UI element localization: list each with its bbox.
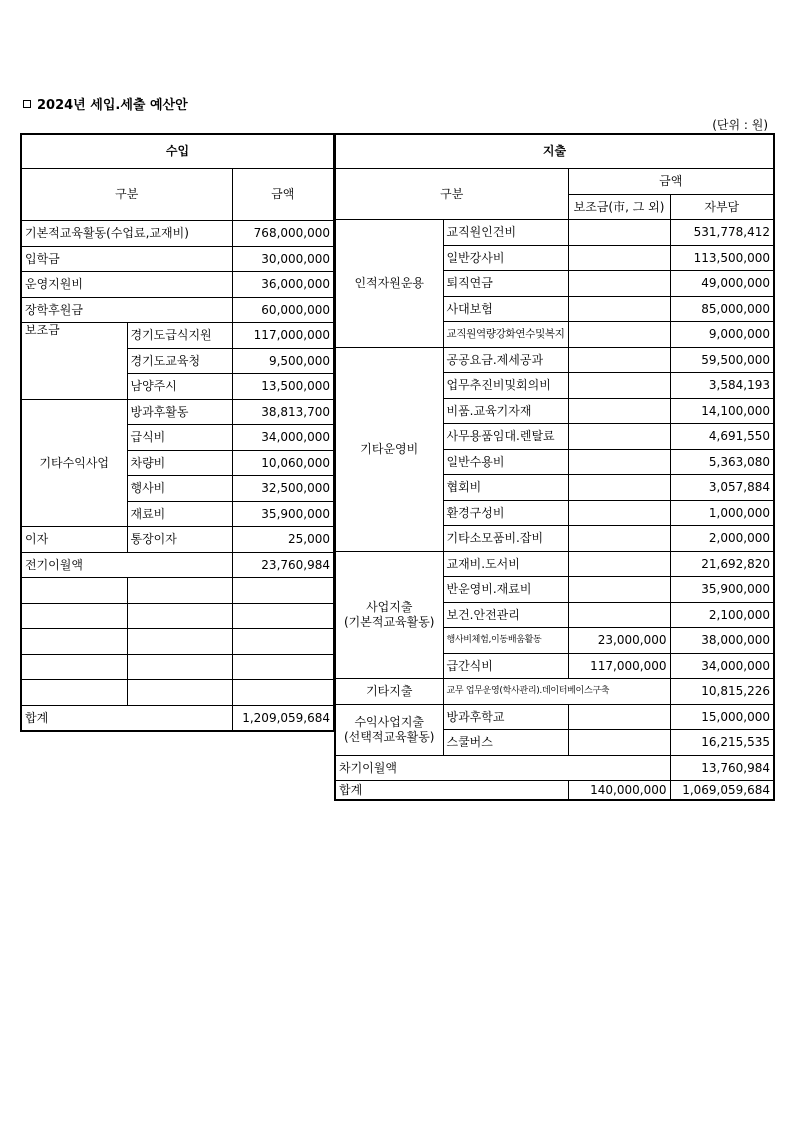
income-sub-label: 방과후활동 — [127, 399, 232, 425]
table-row — [21, 221, 334, 247]
expense-total-self: 1,069,059,684 — [670, 781, 774, 801]
income-amount: 13,500,000 — [232, 374, 334, 400]
expense-item-label: 교직원역량강화연수및복지 — [443, 322, 568, 348]
table-row — [21, 527, 334, 553]
expense-item-label: 일반수용비 — [443, 449, 568, 475]
income-amount: 32,500,000 — [232, 476, 334, 502]
empty-row — [21, 629, 334, 655]
expense-self: 3,057,884 — [670, 475, 774, 501]
expense-item-label: 반운영비.재료비 — [443, 577, 568, 603]
expense-self: 9,000,000 — [670, 322, 774, 348]
square-bullet-icon — [23, 100, 31, 108]
expense-col-category: 구분 — [335, 169, 568, 220]
expense-col-subsidy: 보조금(市, 그 외) — [568, 194, 670, 220]
expense-item-label: 퇴직연금 — [443, 271, 568, 297]
empty-row — [21, 680, 334, 706]
table-row — [335, 755, 774, 781]
expense-subsidy — [568, 424, 670, 450]
expense-item-label: 사대보험 — [443, 296, 568, 322]
expense-self: 21,692,820 — [670, 551, 774, 577]
expense-item-label: 협회비 — [443, 475, 568, 501]
income-sub-label: 재료비 — [127, 501, 232, 527]
income-group-label: 보조금 — [21, 323, 127, 400]
expense-total-label: 합계 — [335, 781, 568, 801]
income-group-label: 기타수익사업 — [21, 399, 127, 527]
expense-self: 14,100,000 — [670, 398, 774, 424]
income-total-amount: 1,209,059,684 — [232, 705, 334, 731]
expense-subsidy — [568, 271, 670, 297]
income-amount: 10,060,000 — [232, 450, 334, 476]
income-amount: 38,813,700 — [232, 399, 334, 425]
expense-self: 2,000,000 — [670, 526, 774, 552]
expense-item-label: 행사비체험,이동배움활동 — [443, 628, 568, 654]
income-amount: 117,000,000 — [232, 323, 334, 349]
expense-item-label: 일반강사비 — [443, 245, 568, 271]
total-row — [21, 705, 334, 731]
expense-item-label: 보건.안전관리 — [443, 602, 568, 628]
expense-subsidy — [568, 220, 670, 246]
expense-self: 4,691,550 — [670, 424, 774, 450]
unit-label: (단위 : 원) — [712, 118, 768, 132]
income-total-label: 합계 — [21, 705, 232, 731]
expense-self: 85,000,000 — [670, 296, 774, 322]
page-title-text: 2024년 세입.세출 예산안 — [37, 98, 188, 113]
expense-subsidy — [568, 551, 670, 577]
page-title — [23, 94, 188, 113]
table-row — [21, 552, 334, 578]
expense-group-label: 기타지출 — [335, 679, 443, 705]
expense-self: 35,900,000 — [670, 577, 774, 603]
income-col-category: 구분 — [21, 169, 232, 221]
income-table — [20, 133, 335, 732]
income-amount: 23,760,984 — [232, 552, 334, 578]
income-sub-label: 경기도교육청 — [127, 348, 232, 374]
income-sub-label: 통장이자 — [127, 527, 232, 553]
expense-header: 지출 — [335, 134, 774, 169]
expense-self: 15,000,000 — [670, 704, 774, 730]
expense-group-label — [335, 551, 443, 679]
expense-self: 38,000,000 — [670, 628, 774, 654]
expense-subsidy — [568, 398, 670, 424]
expense-self: 59,500,000 — [670, 347, 774, 373]
table-row — [335, 704, 774, 730]
expense-self: 34,000,000 — [670, 653, 774, 679]
income-sub-label: 행사비 — [127, 476, 232, 502]
income-label: 운영지원비 — [21, 272, 232, 298]
expense-subsidy — [568, 730, 670, 756]
expense-item-label: 기타소모품비.잡비 — [443, 526, 568, 552]
expense-self: 5,363,080 — [670, 449, 774, 475]
expense-group-label: 인적자원운용 — [335, 220, 443, 348]
income-label: 이자 — [21, 527, 127, 553]
expense-col-self: 자부담 — [670, 194, 774, 220]
expense-subsidy — [568, 500, 670, 526]
expense-subsidy: 23,000,000 — [568, 628, 670, 654]
expense-subsidy — [568, 449, 670, 475]
expense-subsidy — [568, 475, 670, 501]
income-sub-label: 급식비 — [127, 425, 232, 451]
expense-group-label-line1: 수익사업지출 — [354, 715, 425, 730]
expense-subsidy — [568, 347, 670, 373]
expense-table — [334, 133, 775, 801]
table-row — [21, 246, 334, 272]
income-amount: 9,500,000 — [232, 348, 334, 374]
income-amount: 768,000,000 — [232, 221, 334, 247]
table-row — [335, 347, 774, 373]
expense-subsidy — [568, 296, 670, 322]
table-row — [21, 272, 334, 298]
expense-item-label: 교무 업무운영(학사관리).데이터베이스구축 — [443, 679, 670, 705]
expense-subsidy — [568, 704, 670, 730]
expense-item-label: 교직원인건비 — [443, 220, 568, 246]
expense-item-label: 비품.교육기자재 — [443, 398, 568, 424]
income-label: 장학후원금 — [21, 297, 232, 323]
income-amount: 60,000,000 — [232, 297, 334, 323]
total-row — [335, 781, 774, 801]
income-amount: 30,000,000 — [232, 246, 334, 272]
expense-item-label: 공공요금.제세공과 — [443, 347, 568, 373]
income-sub-label: 차량비 — [127, 450, 232, 476]
expense-item-label: 방과후학교 — [443, 704, 568, 730]
expense-self: 10,815,226 — [670, 679, 774, 705]
table-row — [21, 297, 334, 323]
expense-total-subsidy: 140,000,000 — [568, 781, 670, 801]
income-amount: 34,000,000 — [232, 425, 334, 451]
expense-item-label: 교재비.도서비 — [443, 551, 568, 577]
expense-subsidy — [568, 526, 670, 552]
income-col-amount: 금액 — [232, 169, 334, 221]
expense-self: 113,500,000 — [670, 245, 774, 271]
expense-subsidy — [568, 322, 670, 348]
income-sub-label: 남양주시 — [127, 374, 232, 400]
income-amount: 36,000,000 — [232, 272, 334, 298]
expense-group-label-line2: (기본적교육활동) — [343, 614, 435, 629]
expense-subsidy — [568, 602, 670, 628]
income-sub-label: 경기도급식지원 — [127, 323, 232, 349]
expense-carryover-label: 차기이월액 — [335, 755, 670, 781]
expense-item-label: 사무용품임대.렌탈료 — [443, 424, 568, 450]
empty-row — [21, 654, 334, 680]
expense-item-label: 환경구성비 — [443, 500, 568, 526]
income-label: 전기이월액 — [21, 552, 232, 578]
expense-col-amount: 금액 — [568, 169, 774, 195]
expense-item-label: 급간식비 — [443, 653, 568, 679]
empty-row — [21, 603, 334, 629]
expense-subsidy — [568, 245, 670, 271]
income-amount: 25,000 — [232, 527, 334, 553]
expense-group-label — [335, 704, 443, 755]
expense-group-label: 기타운영비 — [335, 347, 443, 551]
expense-carryover-self: 13,760,984 — [670, 755, 774, 781]
table-row — [335, 551, 774, 577]
expense-group-label-line2: (선택적교육활동) — [343, 729, 435, 744]
income-label: 입학금 — [21, 246, 232, 272]
expense-self: 49,000,000 — [670, 271, 774, 297]
empty-row — [21, 578, 334, 604]
expense-self: 16,215,535 — [670, 730, 774, 756]
income-header: 수입 — [21, 134, 334, 169]
expense-subsidy — [568, 373, 670, 399]
table-row — [21, 323, 334, 349]
expense-self: 2,100,000 — [670, 602, 774, 628]
expense-subsidy: 117,000,000 — [568, 653, 670, 679]
expense-self: 1,000,000 — [670, 500, 774, 526]
expense-self: 531,778,412 — [670, 220, 774, 246]
expense-item-label: 업무추진비및회의비 — [443, 373, 568, 399]
income-label: 기본적교육활동(수업료,교재비) — [21, 221, 232, 247]
table-row — [335, 679, 774, 705]
table-row — [21, 399, 334, 425]
expense-item-label: 스쿨버스 — [443, 730, 568, 756]
expense-group-label-line1: 사업지출 — [366, 600, 413, 615]
table-row — [335, 220, 774, 246]
income-amount: 35,900,000 — [232, 501, 334, 527]
expense-self: 3,584,193 — [670, 373, 774, 399]
expense-subsidy — [568, 577, 670, 603]
